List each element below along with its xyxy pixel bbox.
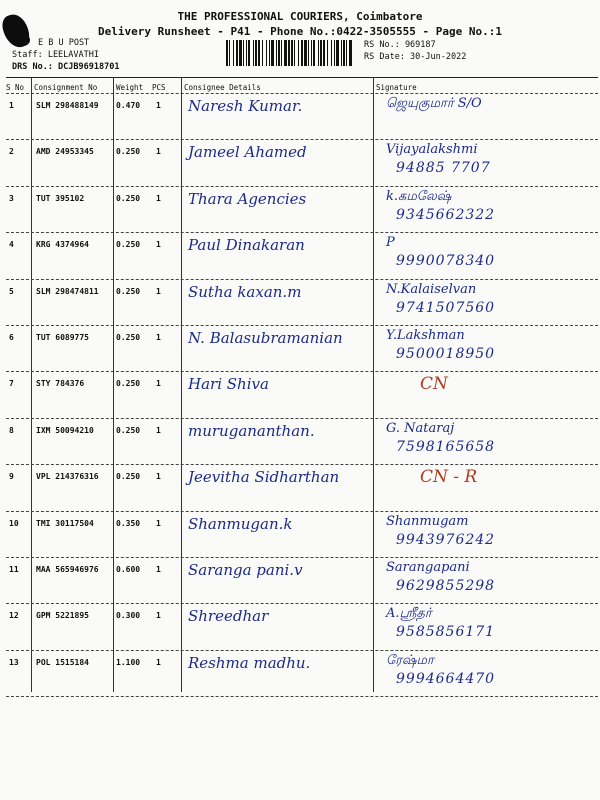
row-consignment-no: GPM 5221895 bbox=[36, 611, 89, 621]
row-consignee-name: Paul Dinakaran bbox=[188, 236, 305, 255]
row-separator bbox=[6, 557, 598, 558]
row-signature: Shanmugam bbox=[386, 513, 469, 529]
row-sno: 12 bbox=[9, 611, 19, 621]
row-sno: 7 bbox=[9, 379, 14, 389]
row-phone: 9990078340 bbox=[396, 253, 496, 270]
col-header-signature: Signature bbox=[376, 83, 417, 92]
barcode-bar bbox=[311, 40, 312, 66]
row-consignee-name: N. Balasubramanian bbox=[188, 329, 343, 347]
row-consignee-name: Jeevitha Sidharthan bbox=[188, 468, 340, 487]
barcode-bar bbox=[226, 40, 228, 66]
row-consignee-name: Naresh Kumar. bbox=[188, 97, 303, 115]
row-sno: 3 bbox=[9, 193, 14, 203]
row-pcs: 1 bbox=[156, 193, 161, 203]
row-sno: 13 bbox=[9, 657, 19, 667]
runsheet-title: THE PROFESSIONAL COURIERS, Coimbatore bbox=[177, 10, 423, 23]
barcode bbox=[226, 40, 354, 66]
barcode-bar bbox=[318, 40, 319, 66]
barcode-bar bbox=[248, 40, 250, 66]
row-sno: 5 bbox=[9, 286, 14, 296]
row-phone: 9585856171 bbox=[396, 624, 496, 641]
row-consignment-no: IXM 50094210 bbox=[36, 425, 94, 435]
row-weight: 0.250 bbox=[116, 193, 141, 203]
row-signature: P bbox=[386, 235, 395, 251]
row-pcs: 1 bbox=[156, 101, 161, 110]
barcode-bar bbox=[269, 40, 270, 66]
row-signature: CN - R bbox=[420, 467, 478, 488]
col-header-sno: S No bbox=[6, 83, 25, 92]
row-sno: 9 bbox=[9, 472, 14, 482]
drs-number: DRS No.: DCJB96918701 bbox=[12, 62, 120, 72]
row-phone: 9741507560 bbox=[396, 299, 496, 316]
row-signature: G. Nataraj bbox=[386, 420, 455, 436]
row-consignment-no: TUT 395102 bbox=[36, 193, 85, 203]
barcode-bar bbox=[304, 40, 307, 66]
row-pcs: 1 bbox=[156, 286, 161, 296]
row-consignment-no: TUT 6089775 bbox=[36, 333, 89, 342]
row-separator bbox=[6, 650, 598, 651]
row-consignment-no: POL 1515184 bbox=[36, 657, 89, 667]
row-consignee-name: Jameel Ahamed bbox=[188, 143, 307, 162]
column-divider bbox=[113, 78, 114, 692]
row-signature: N.Kalaiselvan bbox=[386, 281, 477, 297]
row-consignee-name: Reshma madhu. bbox=[188, 653, 311, 672]
barcode-bar bbox=[258, 40, 260, 66]
row-consignment-no: SLM 298474811 bbox=[36, 286, 99, 296]
column-divider bbox=[31, 78, 32, 692]
staff-label: Staff: LEELAVATHI bbox=[12, 50, 99, 60]
row-pcs: 1 bbox=[156, 657, 161, 667]
row-phone: 9345662322 bbox=[396, 206, 496, 223]
barcode-bar bbox=[343, 40, 345, 66]
rs-number: RS No.: 969187 bbox=[364, 40, 436, 50]
row-weight: 0.250 bbox=[116, 286, 141, 296]
row-signature: ரேஷ்மா bbox=[386, 652, 434, 668]
row-phone: 9629855298 bbox=[396, 578, 496, 594]
barcode-bar bbox=[349, 40, 352, 66]
row-separator bbox=[6, 325, 598, 326]
barcode-bar bbox=[262, 40, 263, 66]
row-separator bbox=[6, 603, 598, 604]
barcode-bar bbox=[334, 40, 335, 66]
barcode-bar bbox=[320, 40, 322, 66]
barcode-bar bbox=[239, 40, 242, 66]
barcode-bar bbox=[308, 40, 309, 66]
table-top-rule bbox=[6, 77, 598, 78]
row-pcs: 1 bbox=[156, 425, 161, 435]
row-phone: 9943976242 bbox=[396, 531, 496, 548]
row-phone: 7598165658 bbox=[396, 438, 496, 455]
barcode-bar bbox=[281, 40, 282, 66]
row-consignee-name: Shanmugan.k bbox=[188, 514, 293, 533]
barcode-bar bbox=[288, 40, 290, 66]
row-separator bbox=[6, 511, 598, 512]
table-header-rule bbox=[6, 93, 598, 94]
row-consignment-no: KRG 4374964 bbox=[36, 240, 89, 250]
row-weight: 0.250 bbox=[116, 425, 141, 435]
row-consignee-name: Hari Shiva bbox=[188, 375, 269, 394]
row-consignment-no: STY 784376 bbox=[36, 379, 85, 389]
row-consignee-name: Sutha kaxan.m bbox=[188, 282, 302, 301]
barcode-bar bbox=[271, 40, 274, 66]
barcode-bar bbox=[331, 40, 332, 66]
row-pcs: 1 bbox=[156, 240, 161, 250]
row-consignee-name: Shreedhar bbox=[188, 607, 269, 626]
row-consignment-no: VPL 214376316 bbox=[36, 472, 99, 482]
row-weight: 0.470 bbox=[116, 101, 141, 110]
col-header-consignee: Consignee Details bbox=[184, 83, 261, 92]
barcode-bar bbox=[298, 40, 299, 66]
row-weight: 0.300 bbox=[116, 611, 141, 621]
row-consignment-no: MAA 565946976 bbox=[36, 565, 99, 574]
row-weight: 0.350 bbox=[116, 518, 141, 528]
row-signature: Y.Lakshman bbox=[386, 328, 465, 343]
row-sno: 4 bbox=[9, 240, 14, 250]
row-sno: 11 bbox=[9, 565, 19, 574]
row-consignment-no: SLM 298488149 bbox=[36, 101, 99, 110]
row-pcs: 1 bbox=[156, 472, 161, 482]
column-divider bbox=[181, 78, 182, 692]
barcode-bar bbox=[276, 40, 277, 66]
row-weight: 0.250 bbox=[116, 472, 141, 482]
rs-date: RS Date: 30-Jun-2022 bbox=[364, 52, 467, 62]
row-pcs: 1 bbox=[156, 565, 161, 574]
row-consignment-no: AMD 24953345 bbox=[36, 147, 94, 157]
row-sno: 8 bbox=[9, 425, 14, 435]
row-signature: Sarangapani bbox=[386, 560, 470, 575]
barcode-bar bbox=[284, 40, 287, 66]
row-pcs: 1 bbox=[156, 379, 161, 389]
row-signature: ஜெயுகுமார் S/O bbox=[386, 96, 482, 111]
barcode-bar bbox=[246, 40, 247, 66]
barcode-bar bbox=[313, 40, 315, 66]
row-consignee-name: murugananthan. bbox=[188, 421, 315, 440]
barcode-bar bbox=[327, 40, 328, 66]
row-weight: 1.100 bbox=[116, 657, 141, 667]
row-sno: 10 bbox=[9, 518, 19, 528]
row-signature: CN bbox=[420, 374, 448, 395]
row-separator bbox=[6, 139, 598, 140]
row-pcs: 1 bbox=[156, 518, 161, 528]
row-weight: 0.250 bbox=[116, 147, 141, 157]
row-separator bbox=[6, 232, 598, 233]
row-signature: Vijayalakshmi bbox=[386, 142, 478, 158]
barcode-bar bbox=[323, 40, 325, 66]
barcode-bar bbox=[301, 40, 303, 66]
row-separator bbox=[6, 279, 598, 280]
barcode-bar bbox=[294, 40, 295, 66]
row-sno: 1 bbox=[9, 101, 14, 110]
barcode-bar bbox=[236, 40, 238, 66]
barcode-bar bbox=[266, 40, 267, 66]
row-weight: 0.250 bbox=[116, 240, 141, 250]
row-phone: 94885 7707 bbox=[396, 160, 491, 177]
row-weight: 0.600 bbox=[116, 565, 141, 574]
barcode-bar bbox=[243, 40, 244, 66]
row-separator bbox=[6, 371, 598, 372]
branch-label: E B U POST bbox=[38, 38, 90, 48]
row-pcs: 1 bbox=[156, 333, 161, 342]
ink-blot bbox=[16, 34, 30, 46]
barcode-bar bbox=[233, 40, 234, 66]
row-weight: 0.250 bbox=[116, 333, 141, 342]
row-consignee-name: Saranga pani.v bbox=[188, 561, 303, 579]
barcode-bar bbox=[253, 40, 254, 66]
barcode-bar bbox=[291, 40, 293, 66]
barcode-bar bbox=[346, 40, 347, 66]
row-separator bbox=[6, 418, 598, 419]
row-consignment-no: TMI 30117504 bbox=[36, 518, 94, 528]
column-divider bbox=[373, 78, 374, 692]
row-separator bbox=[6, 464, 598, 465]
barcode-bar bbox=[341, 40, 342, 66]
col-header-weight: Weight bbox=[116, 83, 144, 92]
row-weight: 0.250 bbox=[116, 379, 141, 389]
row-pcs: 1 bbox=[156, 147, 161, 157]
row-phone: 9500018950 bbox=[396, 346, 496, 362]
row-separator bbox=[6, 186, 598, 187]
row-phone: 9994664470 bbox=[396, 670, 496, 687]
row-sno: 6 bbox=[9, 333, 14, 342]
barcode-bar bbox=[336, 40, 339, 66]
col-header-pcs: PCS bbox=[152, 83, 166, 92]
runsheet-subtitle: Delivery Runsheet - P41 - Phone No.:0422-3505555 - Page No.:1 bbox=[98, 25, 502, 38]
barcode-bar bbox=[278, 40, 280, 66]
row-sno: 2 bbox=[9, 147, 14, 157]
row-signature: k.கமலேஷ் bbox=[386, 188, 452, 204]
row-signature: A.ஸ்ரீதர் bbox=[386, 606, 432, 622]
row-separator bbox=[6, 696, 598, 697]
barcode-bar bbox=[255, 40, 257, 66]
barcode-bar bbox=[229, 40, 230, 66]
col-header-consignment: Consignment No bbox=[34, 83, 98, 92]
row-consignee-name: Thara Agencies bbox=[188, 189, 307, 208]
row-pcs: 1 bbox=[156, 611, 161, 621]
